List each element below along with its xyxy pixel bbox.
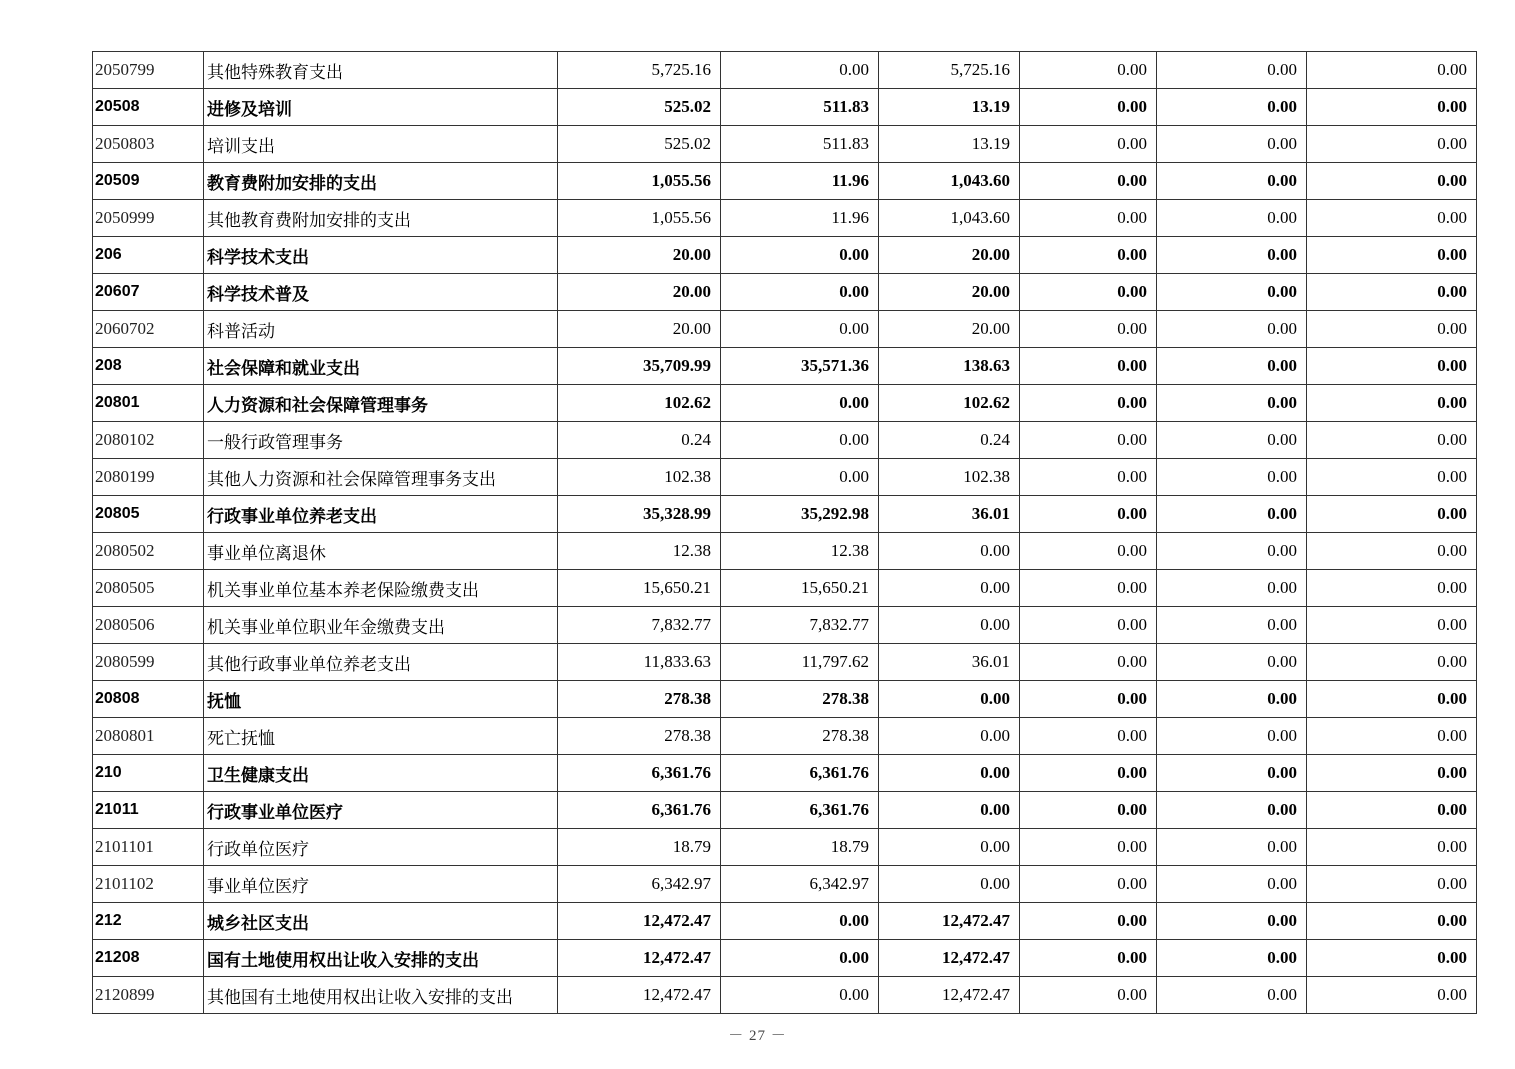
amount-cell: 0.00 [721, 459, 879, 496]
amount-cell: 0.00 [1020, 681, 1157, 718]
amount-cell: 0.00 [879, 570, 1020, 607]
amount-cell: 1,055.56 [558, 200, 721, 237]
amount-cell: 0.00 [721, 237, 879, 274]
table-row [93, 977, 1477, 1014]
amount-cell: 20.00 [558, 274, 721, 311]
amount-cell: 5,725.16 [558, 52, 721, 89]
amount-cell: 0.00 [1157, 533, 1307, 570]
amount-cell: 0.00 [1307, 348, 1477, 385]
subject-name-cell: 科学技术普及 [204, 274, 558, 311]
subject-code-cell: 20805 [93, 496, 204, 533]
amount-cell: 0.00 [1020, 533, 1157, 570]
amount-cell: 0.00 [721, 977, 879, 1014]
amount-cell: 0.00 [1157, 755, 1307, 792]
table-row [93, 792, 1477, 829]
amount-cell: 0.00 [1157, 496, 1307, 533]
subject-code-cell: 2080506 [93, 607, 204, 644]
amount-cell: 0.00 [1157, 52, 1307, 89]
amount-cell: 0.00 [721, 274, 879, 311]
amount-cell: 0.00 [1020, 607, 1157, 644]
amount-cell: 0.00 [1020, 126, 1157, 163]
amount-cell: 0.00 [1020, 496, 1157, 533]
table-row [93, 200, 1477, 237]
subject-name-cell: 进修及培训 [204, 89, 558, 126]
table-row [93, 644, 1477, 681]
subject-name-cell: 其他特殊教育支出 [204, 52, 558, 89]
subject-code-cell: 212 [93, 903, 204, 940]
amount-cell: 0.00 [1020, 52, 1157, 89]
table-row [93, 348, 1477, 385]
subject-code-cell: 2080102 [93, 422, 204, 459]
amount-cell: 7,832.77 [558, 607, 721, 644]
amount-cell: 20.00 [879, 311, 1020, 348]
subject-name-cell: 科普活动 [204, 311, 558, 348]
amount-cell: 12,472.47 [879, 903, 1020, 940]
amount-cell: 0.00 [721, 52, 879, 89]
amount-cell: 12.38 [721, 533, 879, 570]
subject-name-cell: 一般行政管理事务 [204, 422, 558, 459]
amount-cell: 0.00 [1157, 866, 1307, 903]
amount-cell: 0.00 [1157, 237, 1307, 274]
amount-cell: 0.00 [1157, 977, 1307, 1014]
subject-name-cell: 死亡抚恤 [204, 718, 558, 755]
amount-cell: 6,361.76 [558, 755, 721, 792]
amount-cell: 0.00 [1020, 755, 1157, 792]
amount-cell: 0.00 [879, 607, 1020, 644]
amount-cell: 0.00 [1157, 348, 1307, 385]
amount-cell: 0.00 [879, 792, 1020, 829]
amount-cell: 0.00 [1020, 422, 1157, 459]
subject-code-cell: 2080599 [93, 644, 204, 681]
table-row [93, 311, 1477, 348]
amount-cell: 0.00 [1020, 903, 1157, 940]
subject-name-cell: 行政事业单位养老支出 [204, 496, 558, 533]
subject-code-cell: 20801 [93, 385, 204, 422]
amount-cell: 0.00 [879, 533, 1020, 570]
amount-cell: 0.00 [1157, 311, 1307, 348]
amount-cell: 0.00 [879, 681, 1020, 718]
amount-cell: 0.00 [1157, 89, 1307, 126]
amount-cell: 18.79 [558, 829, 721, 866]
amount-cell: 0.00 [1157, 422, 1307, 459]
table-row [93, 570, 1477, 607]
subject-name-cell: 行政事业单位医疗 [204, 792, 558, 829]
amount-cell: 6,361.76 [558, 792, 721, 829]
subject-name-cell: 机关事业单位基本养老保险缴费支出 [204, 570, 558, 607]
amount-cell: 0.00 [1307, 570, 1477, 607]
subject-code-cell: 2120899 [93, 977, 204, 1014]
amount-cell: 6,361.76 [721, 792, 879, 829]
amount-cell: 0.00 [1307, 903, 1477, 940]
subject-code-cell: 20808 [93, 681, 204, 718]
amount-cell: 35,328.99 [558, 496, 721, 533]
subject-code-cell: 2050999 [93, 200, 204, 237]
amount-cell: 0.00 [1020, 348, 1157, 385]
amount-cell: 35,571.36 [721, 348, 879, 385]
amount-cell: 1,043.60 [879, 200, 1020, 237]
amount-cell: 1,043.60 [879, 163, 1020, 200]
amount-cell: 0.00 [1307, 644, 1477, 681]
expenditure-table [92, 51, 1477, 1014]
amount-cell: 0.24 [558, 422, 721, 459]
subject-name-cell: 人力资源和社会保障管理事务 [204, 385, 558, 422]
subject-name-cell: 行政单位医疗 [204, 829, 558, 866]
amount-cell: 6,361.76 [721, 755, 879, 792]
amount-cell: 0.00 [1307, 52, 1477, 89]
amount-cell: 0.00 [1307, 829, 1477, 866]
amount-cell: 35,292.98 [721, 496, 879, 533]
amount-cell: 1,055.56 [558, 163, 721, 200]
amount-cell: 11,797.62 [721, 644, 879, 681]
amount-cell: 11.96 [721, 163, 879, 200]
subject-code-cell: 2080801 [93, 718, 204, 755]
subject-name-cell: 培训支出 [204, 126, 558, 163]
amount-cell: 0.00 [1307, 792, 1477, 829]
amount-cell: 0.00 [1157, 940, 1307, 977]
amount-cell: 13.19 [879, 89, 1020, 126]
table-row [93, 163, 1477, 200]
amount-cell: 0.00 [1020, 237, 1157, 274]
table-row [93, 52, 1477, 89]
amount-cell: 102.38 [558, 459, 721, 496]
amount-cell: 0.00 [879, 866, 1020, 903]
table-row [93, 533, 1477, 570]
subject-name-cell: 机关事业单位职业年金缴费支出 [204, 607, 558, 644]
table-row [93, 755, 1477, 792]
amount-cell: 0.00 [1307, 533, 1477, 570]
amount-cell: 12,472.47 [558, 977, 721, 1014]
amount-cell: 525.02 [558, 89, 721, 126]
subject-name-cell: 抚恤 [204, 681, 558, 718]
subject-code-cell: 2080502 [93, 533, 204, 570]
amount-cell: 278.38 [721, 681, 879, 718]
table-row [93, 237, 1477, 274]
amount-cell: 0.00 [1307, 163, 1477, 200]
amount-cell: 0.00 [1157, 829, 1307, 866]
subject-code-cell: 2101102 [93, 866, 204, 903]
amount-cell: 0.00 [1157, 126, 1307, 163]
amount-cell: 0.00 [1020, 829, 1157, 866]
table-row [93, 829, 1477, 866]
subject-name-cell: 国有土地使用权出让收入安排的支出 [204, 940, 558, 977]
table-row [93, 940, 1477, 977]
amount-cell: 278.38 [558, 718, 721, 755]
amount-cell: 0.00 [1307, 940, 1477, 977]
subject-code-cell: 206 [93, 237, 204, 274]
amount-cell: 0.00 [1157, 385, 1307, 422]
amount-cell: 0.00 [1307, 89, 1477, 126]
amount-cell: 0.00 [1307, 237, 1477, 274]
amount-cell: 0.00 [1157, 163, 1307, 200]
amount-cell: 0.00 [1307, 755, 1477, 792]
amount-cell: 138.63 [879, 348, 1020, 385]
amount-cell: 0.00 [879, 718, 1020, 755]
amount-cell: 102.38 [879, 459, 1020, 496]
amount-cell: 0.00 [1307, 385, 1477, 422]
table-row [93, 866, 1477, 903]
amount-cell: 0.00 [1020, 570, 1157, 607]
amount-cell: 36.01 [879, 644, 1020, 681]
subject-code-cell: 208 [93, 348, 204, 385]
amount-cell: 5,725.16 [879, 52, 1020, 89]
table-row [93, 459, 1477, 496]
amount-cell: 0.00 [1307, 422, 1477, 459]
amount-cell: 511.83 [721, 89, 879, 126]
amount-cell: 0.00 [1020, 200, 1157, 237]
amount-cell: 525.02 [558, 126, 721, 163]
subject-name-cell: 事业单位离退休 [204, 533, 558, 570]
amount-cell: 0.00 [721, 903, 879, 940]
subject-code-cell: 210 [93, 755, 204, 792]
amount-cell: 20.00 [879, 237, 1020, 274]
amount-cell: 0.00 [1157, 607, 1307, 644]
amount-cell: 6,342.97 [558, 866, 721, 903]
amount-cell: 20.00 [879, 274, 1020, 311]
table-body [93, 52, 1477, 1014]
amount-cell: 0.00 [1020, 274, 1157, 311]
subject-name-cell: 科学技术支出 [204, 237, 558, 274]
amount-cell: 511.83 [721, 126, 879, 163]
amount-cell: 20.00 [558, 237, 721, 274]
amount-cell: 0.00 [1157, 200, 1307, 237]
amount-cell: 11.96 [721, 200, 879, 237]
subject-code-cell: 2050803 [93, 126, 204, 163]
amount-cell: 0.00 [1157, 570, 1307, 607]
amount-cell: 0.00 [1307, 126, 1477, 163]
amount-cell: 0.00 [721, 940, 879, 977]
amount-cell: 20.00 [558, 311, 721, 348]
amount-cell: 0.00 [1020, 163, 1157, 200]
table-row [93, 903, 1477, 940]
amount-cell: 12,472.47 [879, 977, 1020, 1014]
table-row [93, 422, 1477, 459]
table-row [93, 496, 1477, 533]
subject-code-cell: 20508 [93, 89, 204, 126]
amount-cell: 0.00 [1020, 385, 1157, 422]
table-row [93, 274, 1477, 311]
amount-cell: 0.00 [1157, 459, 1307, 496]
amount-cell: 0.00 [1020, 792, 1157, 829]
amount-cell: 0.00 [1020, 89, 1157, 126]
amount-cell: 0.00 [1020, 311, 1157, 348]
amount-cell: 0.00 [721, 311, 879, 348]
subject-code-cell: 20607 [93, 274, 204, 311]
amount-cell: 15,650.21 [558, 570, 721, 607]
subject-code-cell: 20509 [93, 163, 204, 200]
amount-cell: 18.79 [721, 829, 879, 866]
subject-name-cell: 其他行政事业单位养老支出 [204, 644, 558, 681]
amount-cell: 36.01 [879, 496, 1020, 533]
subject-name-cell: 事业单位医疗 [204, 866, 558, 903]
amount-cell: 15,650.21 [721, 570, 879, 607]
table-row [93, 89, 1477, 126]
amount-cell: 0.00 [1307, 718, 1477, 755]
table-row [93, 718, 1477, 755]
subject-name-cell: 社会保障和就业支出 [204, 348, 558, 385]
amount-cell: 0.00 [1307, 496, 1477, 533]
subject-code-cell: 2060702 [93, 311, 204, 348]
table-row [93, 681, 1477, 718]
table-row [93, 607, 1477, 644]
amount-cell: 0.00 [1307, 311, 1477, 348]
amount-cell: 0.00 [1157, 903, 1307, 940]
amount-cell: 7,832.77 [721, 607, 879, 644]
table-row [93, 126, 1477, 163]
amount-cell: 35,709.99 [558, 348, 721, 385]
subject-name-cell: 教育费附加安排的支出 [204, 163, 558, 200]
amount-cell: 12,472.47 [558, 903, 721, 940]
amount-cell: 0.00 [721, 422, 879, 459]
amount-cell: 0.00 [1020, 718, 1157, 755]
amount-cell: 0.00 [879, 755, 1020, 792]
amount-cell: 11,833.63 [558, 644, 721, 681]
table-row [93, 385, 1477, 422]
amount-cell: 12.38 [558, 533, 721, 570]
amount-cell: 0.00 [1157, 681, 1307, 718]
subject-name-cell: 其他国有土地使用权出让收入安排的支出 [204, 977, 558, 1014]
amount-cell: 278.38 [721, 718, 879, 755]
amount-cell: 0.00 [1307, 866, 1477, 903]
subject-name-cell: 城乡社区支出 [204, 903, 558, 940]
amount-cell: 0.00 [1307, 274, 1477, 311]
subject-code-cell: 21208 [93, 940, 204, 977]
amount-cell: 0.00 [1157, 718, 1307, 755]
amount-cell: 0.00 [1020, 977, 1157, 1014]
amount-cell: 102.62 [558, 385, 721, 422]
amount-cell: 0.00 [1157, 644, 1307, 681]
amount-cell: 0.00 [1307, 607, 1477, 644]
subject-name-cell: 其他教育费附加安排的支出 [204, 200, 558, 237]
amount-cell: 0.00 [1307, 681, 1477, 718]
amount-cell: 0.00 [1157, 792, 1307, 829]
amount-cell: 0.00 [721, 385, 879, 422]
amount-cell: 278.38 [558, 681, 721, 718]
subject-code-cell: 21011 [93, 792, 204, 829]
amount-cell: 0.00 [879, 829, 1020, 866]
amount-cell: 0.00 [1020, 940, 1157, 977]
amount-cell: 0.00 [1307, 977, 1477, 1014]
amount-cell: 0.00 [1020, 866, 1157, 903]
amount-cell: 0.00 [1157, 274, 1307, 311]
amount-cell: 12,472.47 [879, 940, 1020, 977]
subject-name-cell: 其他人力资源和社会保障管理事务支出 [204, 459, 558, 496]
amount-cell: 0.00 [1020, 644, 1157, 681]
subject-code-cell: 2050799 [93, 52, 204, 89]
subject-code-cell: 2080199 [93, 459, 204, 496]
amount-cell: 102.62 [879, 385, 1020, 422]
amount-cell: 12,472.47 [558, 940, 721, 977]
amount-cell: 0.24 [879, 422, 1020, 459]
amount-cell: 13.19 [879, 126, 1020, 163]
subject-code-cell: 2101101 [93, 829, 204, 866]
subject-name-cell: 卫生健康支出 [204, 755, 558, 792]
amount-cell: 0.00 [1020, 459, 1157, 496]
page-number: － 27 － [728, 1028, 787, 1044]
amount-cell: 0.00 [1307, 459, 1477, 496]
amount-cell: 0.00 [1307, 200, 1477, 237]
subject-code-cell: 2080505 [93, 570, 204, 607]
amount-cell: 6,342.97 [721, 866, 879, 903]
